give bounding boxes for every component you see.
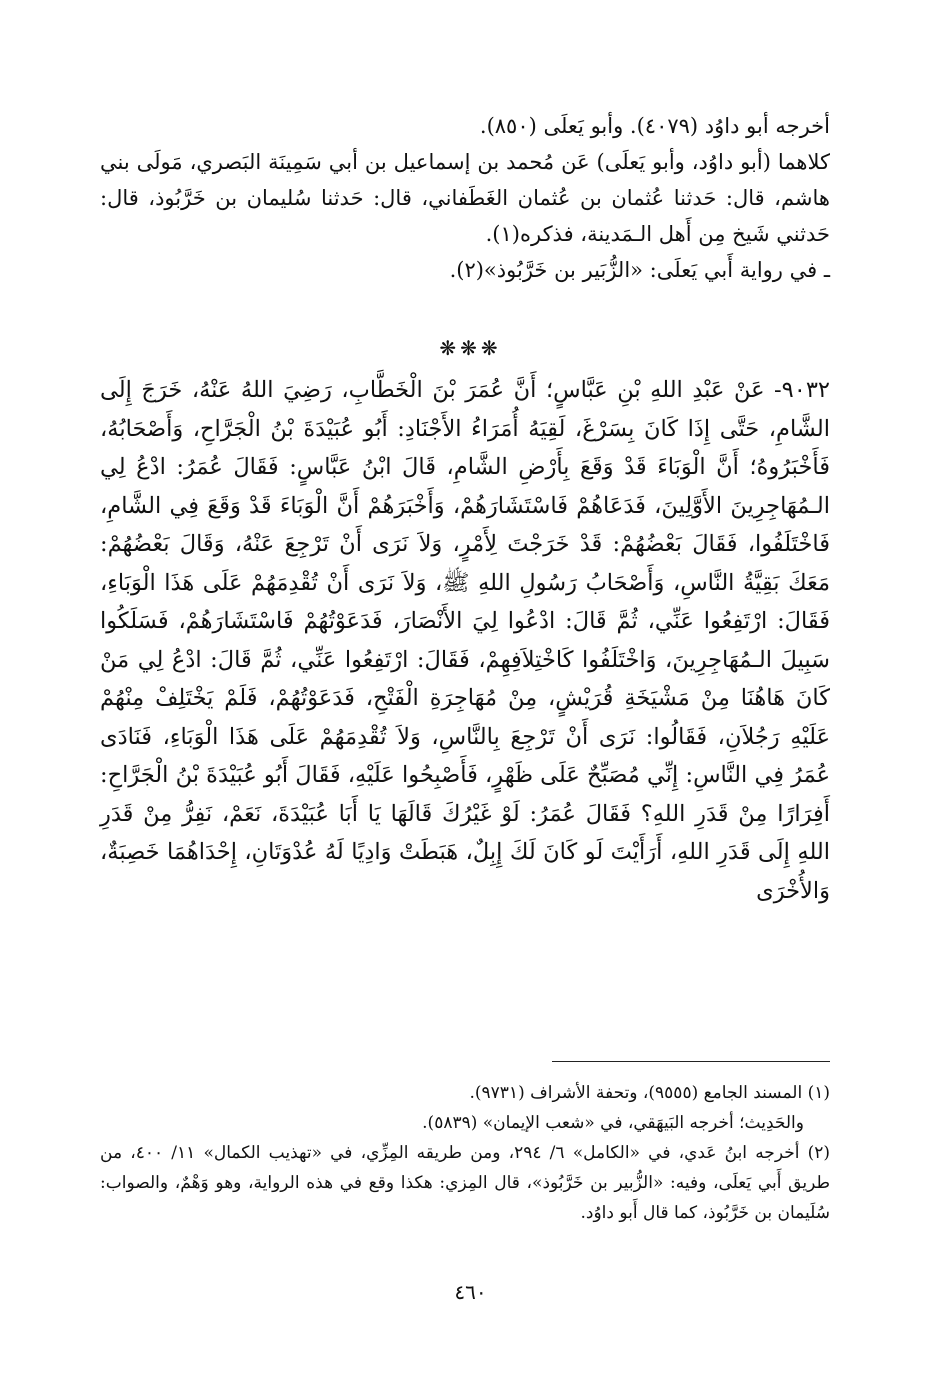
hadith-text-section — [100, 371, 830, 910]
source-citation-section — [100, 108, 830, 288]
footnote-divider — [552, 1061, 830, 1062]
citation-line: أخرجه أبو داوُد (٤٠٧٩). وأبو يَعلَى (٨٥٠). — [479, 114, 830, 138]
hadith-text: ٩٠٣٢- عَنْ عَبْدِ اللهِ بْنِ عَبَّاسٍ؛ أَنَّ عُمَرَ بْنَ الْخَطَّابِ، رَضِيَ اللهُ عَنْهُ، خَرَجَ إِلَى الشَّامِ، حَتَّى إِذَا كَانَ بِسَرْغَ، لَقِيَهُ أُمَرَاءُ الأَجْنَادِ: أَبُو عُبَيْدَةَ بْنُ الْجَرَّاحِ، وَأَصْحَابُهُ، فَأَخْبَرُوهُ؛ أَنَّ الْوَبَاءَ قَدْ وَقَعَ بِأَرْضِ الشَّامِ، قَالَ ابْنُ عَبَّاسٍ: فَقَالَ عُمَرُ: ادْعُ لِي الـمُهَاجِرِينَ الأَوَّلِينَ، فَدَعَاهُمْ فَاسْتَشَارَهُمْ، وَأَخْبَرَهُمْ أَنَّ الْوَبَاءَ قَدْ وَقَعَ فِي الشَّامِ، فَاخْتَلَفُوا، فَقَالَ بَعْضُهُمْ: قَدْ خَرَجْتَ لِأَمْرٍ، وَلاَ نَرَى أَنْ تَرْجِعَ عَنْهُ، وَقَالَ بَعْضُهُمْ: مَعَكَ بَقِيَّةُ النَّاسِ، وَأَصْحَابُ رَسُولِ اللهِ ﷺ، وَلاَ نَرَى أَنْ تُقْدِمَهُمْ عَلَى هَذَا الْوَبَاءِ، فَقَالَ: ارْتَفِعُوا عَنِّي، ثُمَّ قَالَ: ادْعُوا لِيَ الأَنْصَارَ، فَدَعَوْتُهُمْ فَاسْتَشَارَهُمْ، فَسَلَكُوا سَبِيلَ الـمُهَاجِرِينَ، وَاخْتَلَفُوا كَاخْتِلاَفِهِمْ، فَقَالَ: ارْتَفِعُوا عَنِّي، ثُمَّ قَالَ: ادْعُ لِي مَنْ كَانَ هَاهُنَا مِنْ مَشْيَخَةِ قُرَيْشٍ، مِنْ مُهَاجِرَةِ الْفَتْحِ، فَدَعَوْتُهُمْ، فَلَمْ يَخْتَلِفْ مِنْهُمْ عَلَيْهِ رَجُلاَنِ، فَقَالُوا: نَرَى أَنْ تَرْجِعَ بِالنَّاسِ، وَلاَ تُقْدِمَهُمْ عَلَى هَذَا الْوَبَاءِ، فَنَادَى عُمَرُ فِي النَّاسِ: إِنِّي مُصَبِّحٌ عَلَى ظَهْرٍ، فَأَصْبِحُوا عَلَيْهِ، فَقَالَ أَبُو عُبَيْدَةَ بْنُ الْجَرَّاحِ: أَفِرَارًا مِنْ قَدَرِ اللهِ؟ فَقَالَ عُمَرُ: لَوْ غَيْرُكَ قَالَهَا يَا أَبَا عُبَيْدَةَ، نَعَمْ، نَفِرُّ مِنْ قَدَرِ اللهِ إِلَى قَدَرِ اللهِ، أَرَأَيْتَ لَو كَانَ لَكَ إِبِلٌ، هَبَطَتْ وَادِيًا لَهُ عُدْوَتَانِ، إِحْدَاهُمَا خَصِبَةٌ، وَالأُخْرَى — [100, 377, 830, 904]
footnote-1-continuation: والحَدِيث؛ أخرجه البَيهَقي، في «شعب الإيمان» (٥٨٣٩). — [422, 1113, 804, 1133]
footnote-1: (١) المسند الجامع (٩٥٥٥)، وتحفة الأشراف (٩٧٣١). — [469, 1083, 830, 1103]
chain-of-narration: كلاهما (أبو داوُد، وأبو يَعلَى) عَن مُحمد بن إسماعيل بن أبي سَمِينَة البَصري، مَولَى بني هاشم، قال: حَدثنا عُثمان بن عُثمان الغَطَفاني، قال: حَدثنا سُليمان بن خَرَّبُوذ، قال: حَدثني شَيخ مِن أَهل الـمَدينة، فذكره(١). — [100, 150, 830, 246]
section-separator: ❋❋❋ — [439, 336, 502, 360]
footnotes-section — [100, 1078, 830, 1228]
page-number: ٤٦٠ — [454, 1280, 487, 1304]
narration-variant-note: ـ في رواية أَبي يَعلَى: «الزُّبَير بن خَرَّبُوذ»(٢). — [449, 258, 830, 282]
footnote-2: (٢) أخرجه ابنُ عَدي، في «الكامل» ٦/ ٢٩٤، ومن طريقه المِزِّي، في «تهذيب الكمال» ١١/ ٤٠٠، من طريق أَبي يَعلَى، وفيه: «الزُّبير بن خَرَّبُوذ»، قال المِزي: هكذا وقع في هذه الرواية، وهو وَهْمٌ، والصواب: سُلَيمان بن خَرَّبُوذ، كما قال أَبو داوُد. — [100, 1143, 831, 1223]
